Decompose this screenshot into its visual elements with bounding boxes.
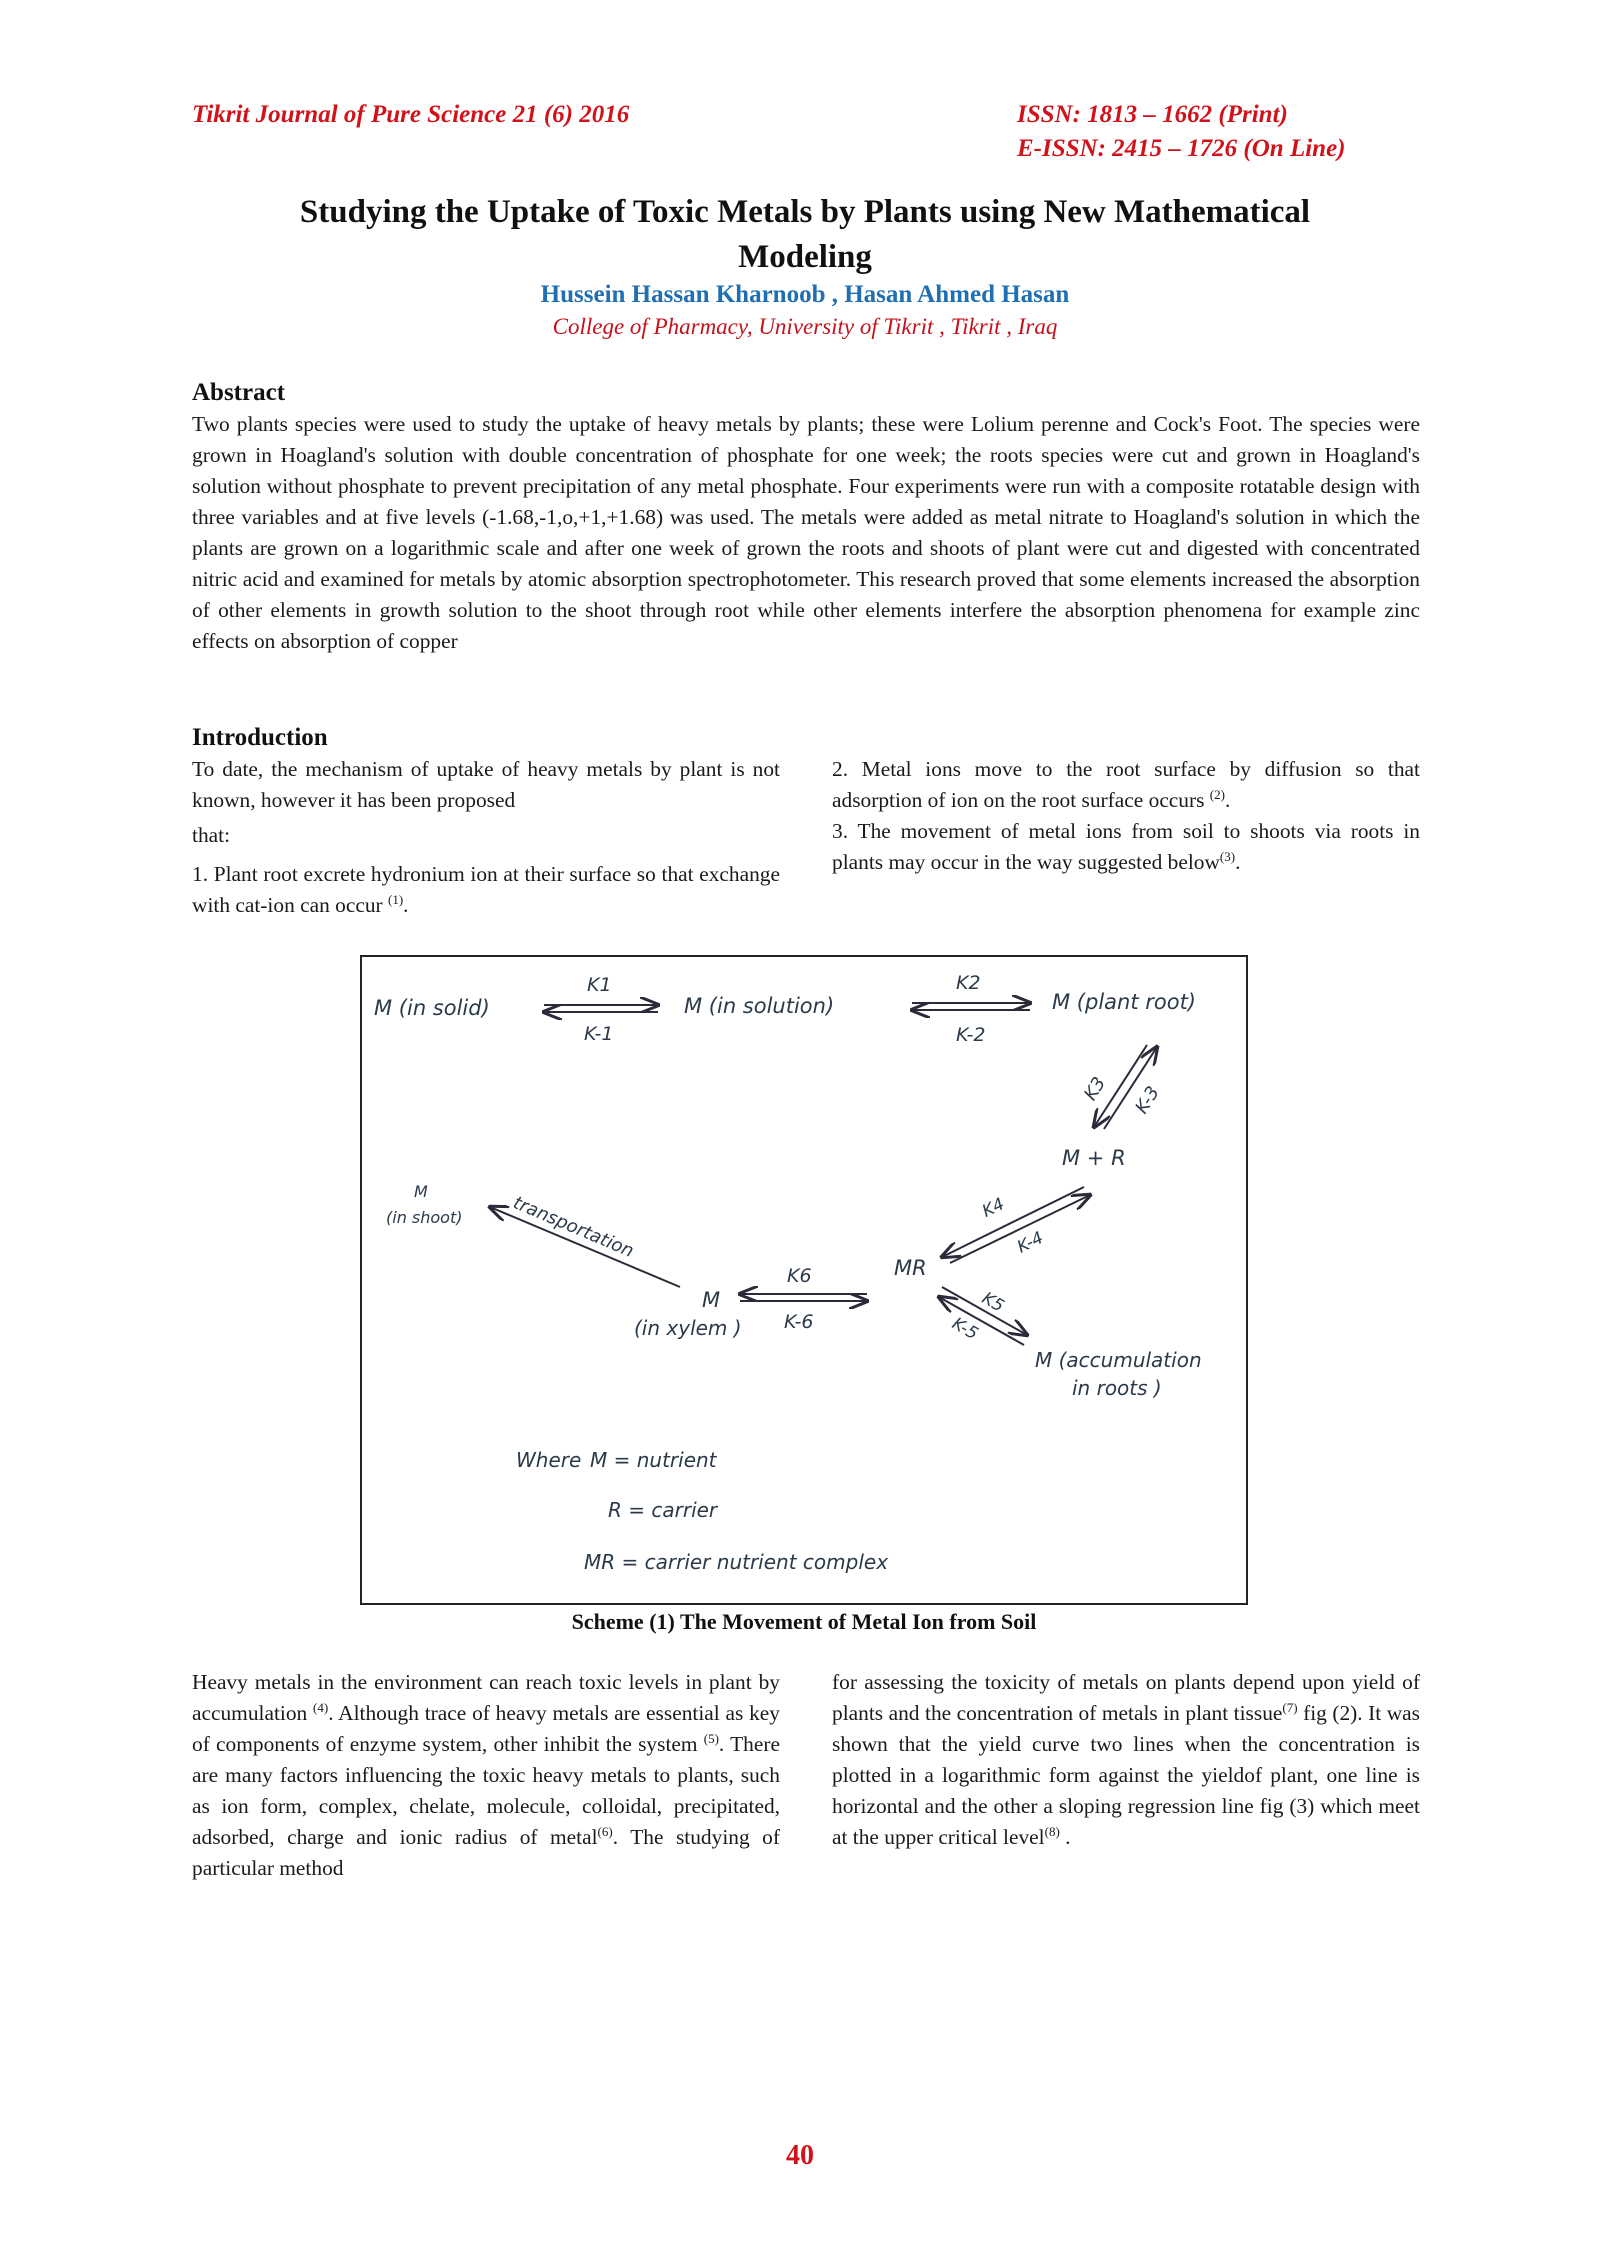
scheme-figure [360, 955, 1248, 1605]
rate-k2: K2 [956, 972, 981, 994]
body-right-column: for assessing the toxicity of metals on plants depend upon yield of plants and the concentration of metals in plant tissue$^{(7)}$ fig (2). It was shown that the yield curve two lines when the concentration is plotted in a logarithmic form against the yieldof plant, one line is horizontal and the other a sloping regression line fig (3) which meet at the upper critical level$^{(8)}$ . [832, 1670, 1420, 1849]
rate-k-6: K-6 [784, 1311, 814, 1333]
node-in-roots: in roots ) [1072, 1376, 1162, 1400]
node-m-solid: M (in solid) [374, 996, 490, 1020]
citation-8[interactable]: (8) [1044, 1823, 1060, 1839]
rate-k-1: K-1 [584, 1023, 614, 1045]
node-m-xylem: M [702, 1288, 721, 1312]
intro-left-column [192, 754, 780, 921]
node-m-solution: M (in solution) [684, 994, 835, 1018]
node-mr: MR [894, 1256, 927, 1280]
introduction-heading: Introduction [192, 724, 328, 751]
citation-3[interactable]: (3) [1219, 848, 1236, 864]
citation-6[interactable]: (6) [597, 1823, 613, 1839]
rate-k1: K1 [587, 974, 612, 996]
legend-r: R = carrier [608, 1498, 718, 1522]
rate-k-4: K-4 [1014, 1228, 1047, 1258]
abstract-heading: Abstract [192, 379, 286, 406]
intro-that: that: [192, 823, 231, 847]
citation-1[interactable]: (1) [388, 891, 404, 907]
node-m-plant-root: M (plant root) [1052, 990, 1196, 1014]
citation-2[interactable]: (2) [1209, 786, 1225, 802]
title-line-1: Studying the Uptake of Toxic Metals by Plants using New Mathematical [299, 194, 1311, 230]
abstract-text: Two plants species were used to study the uptake of heavy metals by plants; these were Lolium perenne and Cock's Foot. The species were grown in Hoagland's solution with double concentration of phosphate for one week; the roots species were cut and grown in Hoagland's solution without phosphate to prevent precipitation of any metal phosphate. Four experiments were run with a composite rotatable design with three variables and at five levels (-1.68,-1,o,+1,+1.68) was used. The metals were added as metal nitrate to Hoagland's solution in which the plants are grown on a logarithmic scale and after one week of grown the roots and shoots of plant were cut and digested with concentrated nitric acid and examined for metals by atomic absorption spectrophotometer. This research proved that some elements increased the absorption of other elements in growth solution to the shoot through root while other elements interfere the absorption phenomena for example zinc effects on absorption of copper [192, 412, 1420, 653]
label-transportation: transportation [510, 1192, 637, 1262]
intro-right-column [832, 754, 1420, 878]
citation-7[interactable]: (7) [1282, 1699, 1298, 1715]
legend-where: Where [516, 1448, 582, 1472]
node-in-xylem: (in xylem ) [634, 1316, 742, 1340]
rate-k-2: K-2 [956, 1024, 986, 1046]
citation-4[interactable]: (4) [313, 1699, 329, 1715]
body-left-column: Heavy metals in the environment can reach toxic levels in plant by accumulation $^{(4)}$. Although trace of heavy metals are essential as key of components of enzyme system, other inhibit the system $^{(5)}$. There are many factors influencing the toxic heavy metals to plants, such as ion form, complex, chelate, molecule, colloidal, precipitated, adsorbed, charge and ionic radius of metal$^{(6)}$. The studying of particular method [192, 1670, 780, 1880]
scheme-diagram [362, 957, 1250, 1607]
node-in-shoot: (in shoot) [386, 1208, 463, 1227]
intro-point-2: 2. Metal ions move to the root surface by diffusion so that adsorption of ion on the root surface occurs $^{(2)}$. [832, 757, 1420, 812]
issn-online: E-ISSN: 2415 – 1726 (On Line) [1017, 135, 1346, 162]
issn-print: ISSN: 1813 – 1662 (Print) [1017, 101, 1288, 128]
legend-mr: MR = carrier nutrient complex [584, 1550, 889, 1574]
node-m-shoot: M [414, 1182, 428, 1201]
rate-k4: K4 [979, 1194, 1008, 1222]
intro-point-3: 3. The movement of metal ions from soil to shoots via roots in plants may occur in the way suggested below$^{(3)}$. [832, 819, 1420, 874]
citation-5[interactable]: (5) [703, 1730, 719, 1746]
affiliation: College of Pharmacy, University of Tikrit , Tikrit , Iraq [552, 314, 1058, 339]
rate-k5: K5 [978, 1288, 1008, 1317]
title-line-2: Modeling [738, 239, 872, 275]
node-m-accumulation: M (accumulation [1035, 1348, 1202, 1372]
node-m-plus-r: M + R [1062, 1146, 1126, 1170]
rate-k3: K3 [1080, 1073, 1111, 1105]
rate-k-5: K-5 [948, 1313, 982, 1345]
paper-title [190, 190, 1420, 280]
journal-name: Tikrit Journal of Pure Science 21 (6) 2016 [192, 101, 630, 128]
intro-paragraph: To date, the mechanism of uptake of heavy metals by plant is not known, however it has been proposed [192, 757, 780, 812]
rate-k-3: K-3 [1131, 1082, 1164, 1118]
intro-point-1: 1. Plant root excrete hydronium ion at their surface so that exchange with cat-ion can occur $^{(1)}$. [192, 862, 780, 917]
rate-k6: K6 [787, 1265, 812, 1287]
authors: Hussein Hassan Kharnoob , Hasan Ahmed Hasan [540, 281, 1070, 308]
legend-m: M = nutrient [590, 1448, 717, 1472]
page-number: 40 [786, 2140, 814, 2171]
scheme-caption: Scheme (1) The Movement of Metal Ion from Soil [571, 1609, 1037, 1634]
